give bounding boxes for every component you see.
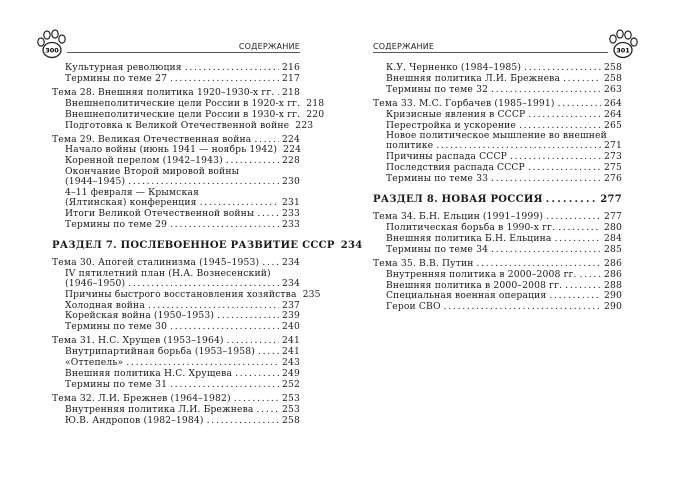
entry-title: Тема 31. Н.С. Хрущев (1953–1964) <box>52 335 224 347</box>
dot-leader <box>170 74 279 84</box>
entry-page-number: 290 <box>604 301 622 313</box>
entry-page-number: 241 <box>282 346 300 358</box>
toc-sub-entry <box>373 74 622 84</box>
dot-leader <box>235 369 279 379</box>
entry-page-number: 258 <box>604 62 622 73</box>
entry-page-number: 224 <box>283 144 302 156</box>
toc-sub-entry <box>52 119 314 131</box>
toc-sub-entry <box>52 220 300 230</box>
entry-title: Термины по теме 32 <box>386 83 489 95</box>
dot-leader <box>546 212 601 222</box>
entry-title: Ю.В. Андропов (1982–1984) <box>65 414 204 426</box>
toc-topic-entry <box>373 259 622 269</box>
dot-leader <box>519 121 601 131</box>
entry-title: Внешняя политика в 2000–2008 гг. <box>386 279 563 291</box>
entry-title: Перестройка и ускорение <box>386 119 516 131</box>
dot-leader <box>510 152 601 162</box>
entry-title: Итоги Великой Отечественной войны <box>65 208 255 220</box>
dot-leader <box>555 234 601 244</box>
toc-sub-entry <box>52 380 300 390</box>
entry-page-number: 275 <box>604 162 622 174</box>
dot-leader <box>491 245 601 255</box>
toc-sub-entry <box>52 269 300 289</box>
toc-topic-entry <box>52 135 300 145</box>
entry-page-number: 280 <box>604 222 622 234</box>
entry-page-number: 277 <box>604 211 622 223</box>
entry-page-number: 235 <box>302 288 321 300</box>
entry-title: политике <box>386 140 434 152</box>
entry-page-number: 249 <box>282 368 300 380</box>
toc-sub-entry <box>52 322 300 332</box>
entry-title: Политическая борьба в 1990-х гг. <box>386 222 556 234</box>
entry-page-number: 239 <box>282 310 300 322</box>
toc-sub-entry <box>373 131 622 151</box>
entry-title: Герои СВО <box>386 301 441 313</box>
entry-title: Термины по теме 30 <box>65 321 168 333</box>
toc-sub-entry <box>52 97 325 109</box>
toc-sub-entry <box>52 416 300 426</box>
entry-title: Внутрипартийная борьба (1953–1958) <box>65 346 255 358</box>
entry-title: Причины быстрого восстановления хозяйства <box>65 288 297 300</box>
entry-title: Тема 28. Внешняя политика 1920–1930-х гг. <box>52 86 275 98</box>
dot-leader <box>258 347 279 357</box>
toc-sub-entry <box>52 145 300 155</box>
dot-leader <box>170 380 279 390</box>
entry-title: (1946–1950) <box>65 277 126 289</box>
entry-page-number: 284 <box>604 232 622 244</box>
toc-sub-entry <box>373 302 622 312</box>
entry-title: Внешнеполитические цели России в 1920-х гг. <box>65 97 301 109</box>
entry-title: Тема 30. Апогей сталинизма (1945–1953) <box>52 256 260 268</box>
entry-page-number: 290 <box>604 290 622 302</box>
entry-page-number: 286 <box>604 257 622 269</box>
dot-leader <box>226 156 279 166</box>
entry-page-number: 218 <box>306 97 325 109</box>
toc-sub-entry <box>373 281 622 291</box>
entry-title: Начало войны (июнь 1941 — ноябрь 1942) <box>65 144 278 156</box>
entry-page-number: 253 <box>282 392 300 404</box>
entry-page-number: 237 <box>282 299 300 311</box>
toc-sub-entry <box>52 188 300 208</box>
toc-sub-entry <box>52 209 300 219</box>
entry-page-number: 241 <box>282 335 300 347</box>
entry-title: Внешняя политика Б.Н. Ельцина <box>386 232 552 244</box>
entry-page-number: 234 <box>282 256 300 268</box>
dot-leader <box>234 394 279 404</box>
dot-leader <box>524 63 601 73</box>
dot-leader <box>277 88 279 98</box>
toc-sub-entry <box>373 245 622 255</box>
entry-title: Новое политическое мышление во внешней <box>386 130 607 142</box>
toc-sub-entry <box>52 108 325 120</box>
entry-title: Термины по теме 33 <box>386 173 489 185</box>
toc-sub-entry <box>52 347 300 357</box>
entry-page-number: 216 <box>282 62 300 73</box>
entry-title: Внешняя политика Н.С. Хрущева <box>65 368 233 380</box>
paw-page-number-icon <box>607 29 639 61</box>
toc-sub-entry <box>373 163 622 173</box>
toc-sub-entry <box>373 270 622 280</box>
toc-topic-entry <box>52 394 300 404</box>
dot-leader <box>528 163 601 173</box>
toc-section-entry <box>373 195 622 205</box>
dot-leader <box>126 358 279 368</box>
entry-page-number: 253 <box>282 403 300 415</box>
dot-leader <box>477 259 601 269</box>
entry-page-number: 252 <box>282 378 300 390</box>
entry-title: Тема 33. М.С. Горбачев (1985–1991) <box>373 97 555 109</box>
entry-page-number: 258 <box>282 414 300 426</box>
entry-title: Тема 34. Б.Н. Ельцин (1991–1999) <box>373 211 544 223</box>
entry-title: (1944–1945) <box>65 176 126 188</box>
entry-title: Внутренняя политика Л.И. Брежнева <box>65 403 254 415</box>
toc-sub-entry <box>52 311 300 321</box>
entry-title: Кризисные явления в СССР <box>386 108 526 120</box>
entry-page-number: 218 <box>282 86 300 98</box>
toc-section-entry <box>52 239 363 251</box>
entry-title: Культурная революция <box>65 62 182 73</box>
entry-title: РАЗДЕЛ 8. НОВАЯ РОССИЯ <box>373 194 543 206</box>
entry-page-number: 277 <box>600 194 622 206</box>
toc-topic-entry <box>52 336 300 346</box>
page-number: 300 <box>45 46 59 55</box>
toc-sub-entry <box>52 369 300 379</box>
toc-topic-entry <box>52 88 300 98</box>
toc-topic-entry <box>373 99 622 109</box>
entry-page-number: 240 <box>282 321 300 333</box>
toc-sub-entry <box>373 234 622 244</box>
dot-leader <box>491 174 601 184</box>
entry-page-number: 273 <box>604 151 622 163</box>
entry-page-number: 228 <box>282 155 300 167</box>
entry-title: Корейская война (1950–1953) <box>65 310 215 322</box>
dot-leader <box>565 281 601 291</box>
entry-title: Холодная война <box>65 299 145 311</box>
entry-page-number: 233 <box>282 208 300 220</box>
entry-title: 4–11 февраля — Крымская <box>65 187 199 199</box>
dot-leader <box>128 279 279 289</box>
dot-leader <box>546 195 598 205</box>
dot-leader <box>254 135 279 145</box>
entry-title: Внутренняя политика в 2000–2008 гг. <box>386 268 577 280</box>
dot-leader <box>549 291 601 301</box>
entry-page-number: 276 <box>604 173 622 185</box>
entry-page-number: 231 <box>282 197 300 209</box>
page-number: 301 <box>616 46 630 55</box>
entry-page-number: 285 <box>604 243 622 255</box>
entry-page-number: 230 <box>282 176 300 188</box>
entry-title: Окончание Второй мировой войны <box>65 166 240 178</box>
entry-page-number: 217 <box>282 72 300 84</box>
entry-title: IV пятилетний план (Н.А. Вознесенский) <box>65 267 271 279</box>
entry-page-number: 258 <box>604 72 622 84</box>
toc-sub-entry <box>373 174 622 184</box>
dot-leader <box>185 63 279 73</box>
toc-sub-entry <box>52 156 300 166</box>
dot-leader <box>558 223 601 233</box>
entry-title: Внешняя политика Л.И. Брежнева <box>386 72 561 84</box>
dot-leader <box>558 99 601 109</box>
entry-page-number: 288 <box>604 279 622 291</box>
header-rule <box>67 52 300 53</box>
toc-sub-entry <box>52 301 300 311</box>
entry-page-number: 233 <box>282 218 300 230</box>
entry-title: К.У. Черненко (1984–1985) <box>386 62 522 73</box>
dot-leader <box>227 336 279 346</box>
entry-title: Последствия распада СССР <box>386 162 525 174</box>
toc-sub-entry <box>52 167 300 187</box>
entry-title: Коренной перелом (1942–1943) <box>65 155 223 167</box>
entry-title: Тема 35. В.В. Путин <box>373 257 474 269</box>
dot-leader <box>444 302 601 312</box>
toc-sub-entry <box>52 405 300 415</box>
entry-title: Термины по теме 31 <box>65 378 168 390</box>
header-rule <box>373 52 608 53</box>
dot-leader <box>563 74 601 84</box>
entry-title: «Оттепель» <box>65 357 124 369</box>
dot-leader <box>257 405 279 415</box>
running-header: СОДЕРЖАНИЕ <box>373 42 435 51</box>
right-page <box>337 0 674 485</box>
entry-page-number: 271 <box>604 140 622 152</box>
entry-page-number: 234 <box>340 239 363 251</box>
toc-topic-entry <box>52 258 300 268</box>
entry-title: Специальная военная операция <box>386 290 547 302</box>
dot-leader <box>148 301 279 311</box>
toc-sub-entry <box>373 121 622 131</box>
entry-title: Причины распада СССР <box>386 151 508 163</box>
entry-page-number: 286 <box>604 268 622 280</box>
entry-page-number: 243 <box>282 357 300 369</box>
dot-leader <box>128 177 279 187</box>
dot-leader <box>200 198 279 208</box>
entry-page-number: 224 <box>282 133 300 145</box>
entry-title: (Ялтинская) конференция <box>65 197 197 209</box>
toc-list <box>373 63 622 313</box>
toc-sub-entry <box>52 74 300 84</box>
entry-page-number: 265 <box>604 119 622 131</box>
toc-sub-entry <box>52 358 300 368</box>
dot-leader <box>262 258 279 268</box>
entry-title: Внешнеполитические цели России в 1930-х гг. <box>65 108 301 120</box>
entry-title: Термины по теме 34 <box>386 243 489 255</box>
paw-page-number-icon <box>36 29 68 61</box>
toc-sub-entry <box>52 288 321 300</box>
entry-title: Тема 32. Л.И. Брежнев (1964–1982) <box>52 392 231 404</box>
toc-sub-entry <box>373 85 622 95</box>
toc-list <box>52 62 363 427</box>
dot-leader <box>170 220 279 230</box>
toc-sub-entry <box>373 63 622 73</box>
entry-title: Термины по теме 29 <box>65 218 168 230</box>
toc-sub-entry <box>373 223 622 233</box>
entry-page-number: 234 <box>282 277 300 289</box>
toc-sub-entry <box>52 63 300 73</box>
entry-title: Термины по теме 27 <box>65 72 168 84</box>
toc-sub-entry <box>373 110 622 120</box>
dot-leader <box>207 416 279 426</box>
dot-leader <box>528 110 601 120</box>
entry-page-number: 263 <box>604 83 622 95</box>
entry-title: Тема 29. Великая Отечественная война <box>52 133 252 145</box>
entry-page-number: 264 <box>604 97 622 109</box>
dot-leader <box>491 85 601 95</box>
toc-sub-entry <box>373 291 622 301</box>
entry-page-number: 220 <box>306 108 325 120</box>
entry-title: РАЗДЕЛ 7. ПОСЛЕВОЕННОЕ РАЗВИТИЕ СССР <box>52 239 335 251</box>
entry-title: Подготовка к Великой Отечественной войне <box>65 119 290 131</box>
dot-leader <box>580 270 601 280</box>
toc-sub-entry <box>373 152 622 162</box>
dot-leader <box>436 141 601 151</box>
dot-leader <box>170 322 279 332</box>
entry-page-number: 264 <box>604 108 622 120</box>
entry-page-number: 223 <box>295 119 314 131</box>
running-header: СОДЕРЖАНИЕ <box>238 42 300 51</box>
dot-leader <box>217 311 279 321</box>
dot-leader <box>257 209 279 219</box>
toc-topic-entry <box>373 212 622 222</box>
